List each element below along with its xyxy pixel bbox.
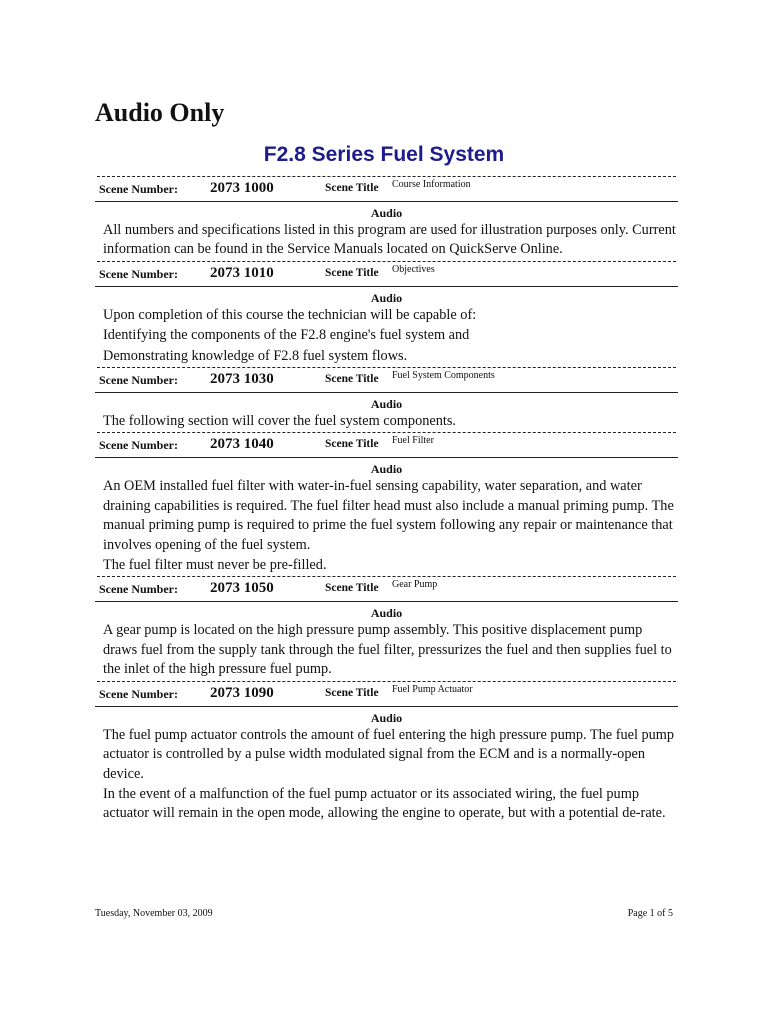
scene-paragraph: The following section will cover the fuel system components. [103, 413, 456, 430]
scene-list [95, 176, 678, 825]
audio-label: Audio [370, 710, 403, 725]
audio-label: Audio [370, 606, 403, 621]
scene-number: 2073 1090 [210, 684, 274, 701]
scene-header [95, 262, 678, 287]
scene-title: Fuel Pump Actuator [392, 683, 473, 695]
scene-title: Objectives [392, 263, 435, 275]
scene-title-label: Scene Title [325, 686, 379, 699]
scene-header [95, 433, 678, 458]
scene-number-label: Scene Number: [99, 373, 178, 388]
scene-title-label: Scene Title [325, 266, 379, 279]
scene-paragraph: The fuel pump actuator controls the amount of fuel entering the high pressure pump. The fuel pump actuator is controlled by a pulse width modulated signal from the ECM and is a normally-open device. [103, 726, 675, 782]
audio-label: Audio [370, 397, 403, 412]
scene-body [95, 221, 678, 261]
scene-body [95, 726, 678, 825]
scene-block [95, 681, 678, 825]
audio-label: Audio [370, 290, 403, 305]
scene-number-label: Scene Number: [99, 438, 178, 453]
audio-label: Audio [370, 462, 403, 477]
scene-title: Course Information [392, 179, 471, 190]
scene-body [95, 621, 678, 680]
scene-title-label: Scene Title [325, 582, 379, 595]
scene-body [95, 306, 678, 367]
scene-header [95, 177, 678, 202]
scene-block [95, 576, 678, 680]
scene-paragraph: In the event of a malfunction of the fuel pump actuator or its associated wiring, the fuel pump actuator will remain in the open mode, allowing the engine to operate, but with a potential de-rate. [103, 785, 666, 822]
scene-number-label: Scene Number: [99, 582, 178, 597]
scene-number: 2073 1010 [210, 264, 274, 281]
scene-block [95, 367, 678, 432]
scene-title: Gear Pump [392, 579, 438, 591]
scene-title-label: Scene Title [325, 373, 379, 386]
scene-title-label: Scene Title [325, 182, 379, 194]
scene-block [95, 432, 678, 576]
scene-title: Fuel System Components [392, 370, 495, 382]
scene-number: 2073 1000 [210, 180, 274, 196]
scene-body [95, 412, 678, 432]
scene-block [95, 176, 678, 261]
scene-paragraph: An OEM installed fuel filter with water-in-fuel sensing capability, water separation, and water draining capabilities is required. The fuel filter head must also include a manual priming pump. The manual priming pump is required to prime the fuel system following any repair or maintenance that involves opening of the fuel system. [103, 478, 674, 553]
scene-header [95, 682, 678, 707]
scene-number: 2073 1040 [210, 436, 274, 453]
audio-label: Audio [370, 206, 403, 220]
scene-paragraph: Upon completion of this course the technician will be capable of: [103, 306, 477, 323]
scene-body [95, 477, 678, 576]
scene-title: Fuel Filter [392, 435, 434, 447]
scene-number-label: Scene Number: [99, 686, 178, 701]
scene-number: 2073 1030 [210, 371, 274, 388]
scene-block [95, 261, 678, 367]
scene-header [95, 368, 678, 393]
scene-number-label: Scene Number: [99, 266, 178, 281]
scene-paragraph: The fuel filter must never be pre-filled. [103, 557, 327, 574]
scene-header [95, 577, 678, 602]
page-heading: Audio Only [95, 98, 225, 127]
footer-page-number: Page 1 of 5 [627, 908, 673, 919]
scene-paragraph: All numbers and specifications listed in this program are used for illustration purposes only. Current information can be found in the Service Manuals located on QuickServe Online. [103, 222, 676, 258]
document-title: F2.8 Series Fuel System [263, 143, 505, 166]
scene-number: 2073 1050 [210, 580, 274, 597]
scene-title-label: Scene Title [325, 438, 379, 451]
scene-number-label: Scene Number: [99, 182, 178, 196]
scene-paragraph: Identifying the components of the F2.8 engine's fuel system and [103, 327, 470, 344]
scene-paragraph: Demonstrating knowledge of F2.8 fuel system flows. [103, 347, 408, 364]
footer-date: Tuesday, November 03, 2009 [95, 908, 213, 919]
scene-paragraph: A gear pump is located on the high pressure pump assembly. This positive displacement pump draws fuel from the supply tank through the fuel filter, pressurizes the fuel and then supplies fuel to the inlet of the high pressure fuel pump. [103, 622, 672, 678]
